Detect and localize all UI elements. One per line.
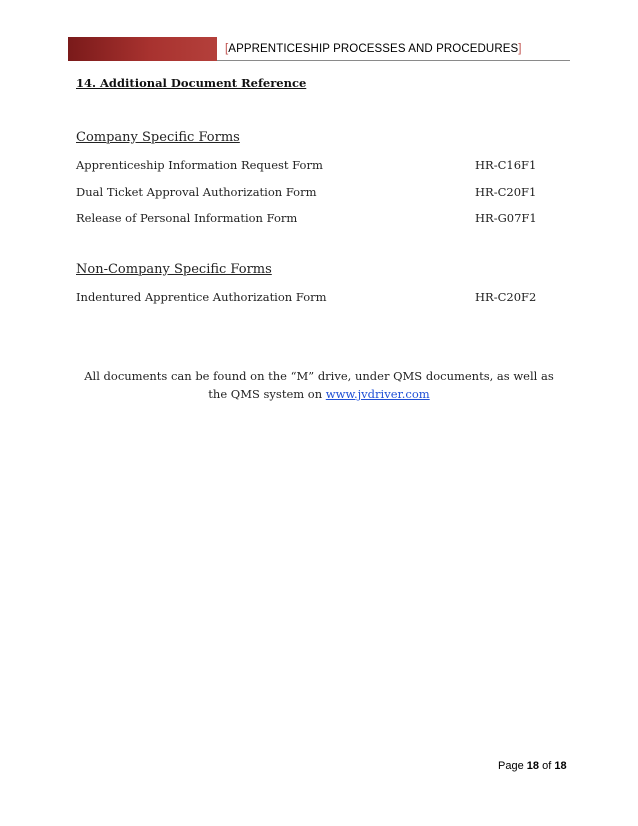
form-row: [76, 290, 562, 306]
form-name: Apprenticeship Information Request Form: [76, 158, 323, 172]
header-bracket-open: [: [225, 43, 229, 55]
form-code: HR-G07F1: [475, 211, 537, 225]
page-footer: [498, 760, 567, 772]
form-name: Dual Ticket Approval Authorization Form: [76, 185, 317, 199]
header-rule: [217, 60, 570, 61]
header-bracket-close: ]: [518, 43, 522, 55]
form-name: Release of Personal Information Form: [76, 211, 298, 225]
website-link[interactable]: www.jvdriver.com: [325, 387, 430, 401]
total-pages-number: 18: [554, 760, 567, 772]
running-header: [225, 43, 522, 55]
form-row: [76, 185, 562, 201]
non-company-forms-heading: Non-Company Specific Forms: [76, 262, 272, 277]
header-color-bar: [68, 37, 217, 61]
section-heading: 14. Additional Document Reference: [76, 76, 307, 90]
header-title-text: APPRENTICESHIP PROCESSES AND PROCEDURES: [228, 43, 519, 55]
form-code: HR-C20F1: [475, 185, 537, 199]
form-row: [76, 158, 562, 174]
documents-note: [76, 367, 562, 403]
current-page-number: 18: [526, 760, 540, 772]
page-label: Page: [498, 760, 524, 772]
form-name: Indentured Apprentice Authorization Form: [76, 290, 327, 304]
note-text: All documents can be found on the “M” drive, under QMS documents, as well as the QMS system on: [84, 369, 554, 401]
form-code: HR-C20F2: [475, 290, 537, 304]
of-label: of: [542, 760, 552, 772]
company-forms-heading: Company Specific Forms: [76, 130, 240, 145]
form-code: HR-C16F1: [475, 158, 537, 172]
form-row: [76, 211, 562, 227]
